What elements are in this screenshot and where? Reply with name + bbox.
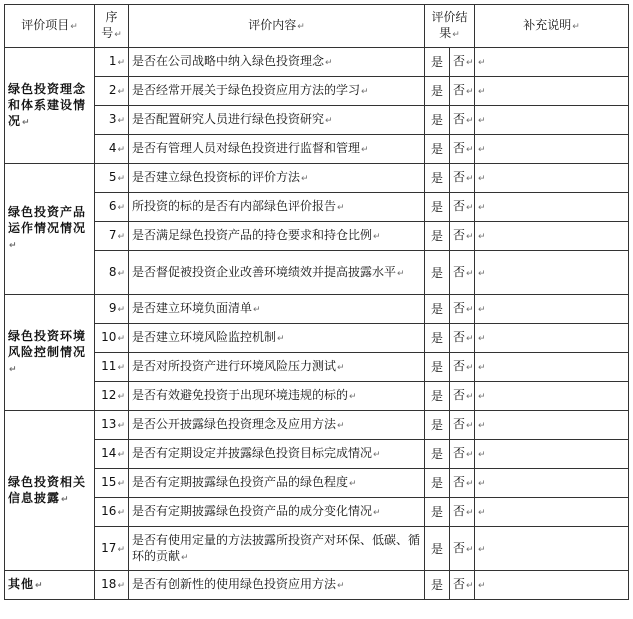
row-number: 12↵ (95, 382, 129, 411)
row-note: ↵ (475, 527, 629, 571)
result-no: 否↵ (450, 469, 475, 498)
result-no: 否↵ (450, 77, 475, 106)
result-no: 否↵ (450, 353, 475, 382)
row-note: ↵ (475, 164, 629, 193)
table-row (5, 571, 629, 600)
row-note: ↵ (475, 77, 629, 106)
result-no: 否↵ (450, 295, 475, 324)
table-row (5, 353, 629, 382)
row-number: 15↵ (95, 469, 129, 498)
result-yes: 是 (425, 324, 450, 353)
row-number: 3↵ (95, 106, 129, 135)
row-number: 14↵ (95, 440, 129, 469)
row-content: 所投资的标的是否有内部绿色评价报告↵ (129, 193, 425, 222)
row-content: 是否有定期披露绿色投资产品的绿色程度↵ (129, 469, 425, 498)
result-yes: 是 (425, 295, 450, 324)
table-row (5, 193, 629, 222)
result-no: 否↵ (450, 48, 475, 77)
row-content: 是否有定期设定并披露绿色投资目标完成情况↵ (129, 440, 425, 469)
result-yes: 是 (425, 135, 450, 164)
row-content: 是否督促被投资企业改善环境绩效并提高披露水平↵ (129, 251, 425, 295)
result-yes: 是 (425, 440, 450, 469)
result-no: 否↵ (450, 222, 475, 251)
result-yes: 是 (425, 527, 450, 571)
row-content: 是否对所投资产进行环境风险压力测试↵ (129, 353, 425, 382)
row-note: ↵ (475, 353, 629, 382)
row-content: 是否有创新性的使用绿色投资应用方法↵ (129, 571, 425, 600)
row-note: ↵ (475, 251, 629, 295)
row-number: 5↵ (95, 164, 129, 193)
row-number: 17↵ (95, 527, 129, 571)
result-no: 否↵ (450, 164, 475, 193)
table-row (5, 106, 629, 135)
row-number: 8↵ (95, 251, 129, 295)
table-row (5, 295, 629, 324)
result-yes: 是 (425, 77, 450, 106)
category-cell: 绿色投资产品运作情况情况↵ (5, 164, 95, 295)
category-cell: 绿色投资相关信息披露↵ (5, 411, 95, 571)
result-no: 否↵ (450, 440, 475, 469)
table-row (5, 527, 629, 571)
row-content: 是否建立绿色投资标的评价方法↵ (129, 164, 425, 193)
row-note: ↵ (475, 295, 629, 324)
category-cell: 绿色投资理念和体系建设情况↵ (5, 48, 95, 164)
row-note: ↵ (475, 324, 629, 353)
row-note: ↵ (475, 193, 629, 222)
row-note: ↵ (475, 469, 629, 498)
row-note: ↵ (475, 571, 629, 600)
table-row (5, 411, 629, 440)
result-yes: 是 (425, 251, 450, 295)
row-note: ↵ (475, 498, 629, 527)
result-yes: 是 (425, 353, 450, 382)
header-row (5, 5, 629, 48)
row-content: 是否有管理人员对绿色投资进行监督和管理↵ (129, 135, 425, 164)
evaluation-table (4, 4, 629, 600)
table-row (5, 251, 629, 295)
table-row (5, 382, 629, 411)
row-content: 是否建立环境负面清单↵ (129, 295, 425, 324)
result-yes: 是 (425, 164, 450, 193)
header-note: 补充说明↵ (475, 5, 629, 48)
row-note: ↵ (475, 48, 629, 77)
table-row (5, 164, 629, 193)
row-number: 10↵ (95, 324, 129, 353)
table-row (5, 135, 629, 164)
result-no: 否↵ (450, 382, 475, 411)
row-content: 是否满足绿色投资产品的持仓要求和持仓比例↵ (129, 222, 425, 251)
header-number: 序 号↵ (95, 5, 129, 48)
result-yes: 是 (425, 382, 450, 411)
table-row (5, 222, 629, 251)
result-no: 否↵ (450, 527, 475, 571)
table-row (5, 77, 629, 106)
row-number: 4↵ (95, 135, 129, 164)
row-number: 1↵ (95, 48, 129, 77)
result-no: 否↵ (450, 324, 475, 353)
result-yes: 是 (425, 571, 450, 600)
row-content: 是否公开披露绿色投资理念及应用方法↵ (129, 411, 425, 440)
result-no: 否↵ (450, 251, 475, 295)
row-note: ↵ (475, 440, 629, 469)
result-yes: 是 (425, 222, 450, 251)
row-content: 是否有使用定量的方法披露所投资产对环保、低碳、循环的贡献↵ (129, 527, 425, 571)
row-note: ↵ (475, 135, 629, 164)
row-content: 是否有定期披露绿色投资产品的成分变化情况↵ (129, 498, 425, 527)
result-yes: 是 (425, 469, 450, 498)
result-yes: 是 (425, 48, 450, 77)
row-number: 18↵ (95, 571, 129, 600)
table-row (5, 440, 629, 469)
row-content: 是否有效避免投资于出现环境违规的标的↵ (129, 382, 425, 411)
result-no: 否↵ (450, 498, 475, 527)
row-note: ↵ (475, 222, 629, 251)
result-no: 否↵ (450, 135, 475, 164)
row-number: 6↵ (95, 193, 129, 222)
result-no: 否↵ (450, 193, 475, 222)
row-number: 13↵ (95, 411, 129, 440)
result-no: 否↵ (450, 411, 475, 440)
row-number: 16↵ (95, 498, 129, 527)
category-cell: 其他↵ (5, 571, 95, 600)
table-row (5, 469, 629, 498)
row-number: 2↵ (95, 77, 129, 106)
header-project: 评价项目↵ (5, 5, 95, 48)
row-content: 是否建立环境风险监控机制↵ (129, 324, 425, 353)
table-row (5, 498, 629, 527)
row-number: 11↵ (95, 353, 129, 382)
row-note: ↵ (475, 106, 629, 135)
row-number: 7↵ (95, 222, 129, 251)
result-no: 否↵ (450, 571, 475, 600)
row-note: ↵ (475, 382, 629, 411)
result-yes: 是 (425, 193, 450, 222)
row-note: ↵ (475, 411, 629, 440)
table-row (5, 48, 629, 77)
row-content: 是否经常开展关于绿色投资应用方法的学习↵ (129, 77, 425, 106)
result-no: 否↵ (450, 106, 475, 135)
result-yes: 是 (425, 411, 450, 440)
row-content: 是否配置研究人员进行绿色投资研究↵ (129, 106, 425, 135)
header-content: 评价内容↵ (129, 5, 425, 48)
row-number: 9↵ (95, 295, 129, 324)
result-yes: 是 (425, 106, 450, 135)
header-result: 评价结 果↵ (425, 5, 475, 48)
category-cell: 绿色投资环境风险控制情况↵ (5, 295, 95, 411)
result-yes: 是 (425, 498, 450, 527)
table-row (5, 324, 629, 353)
row-content: 是否在公司战略中纳入绿色投资理念↵ (129, 48, 425, 77)
